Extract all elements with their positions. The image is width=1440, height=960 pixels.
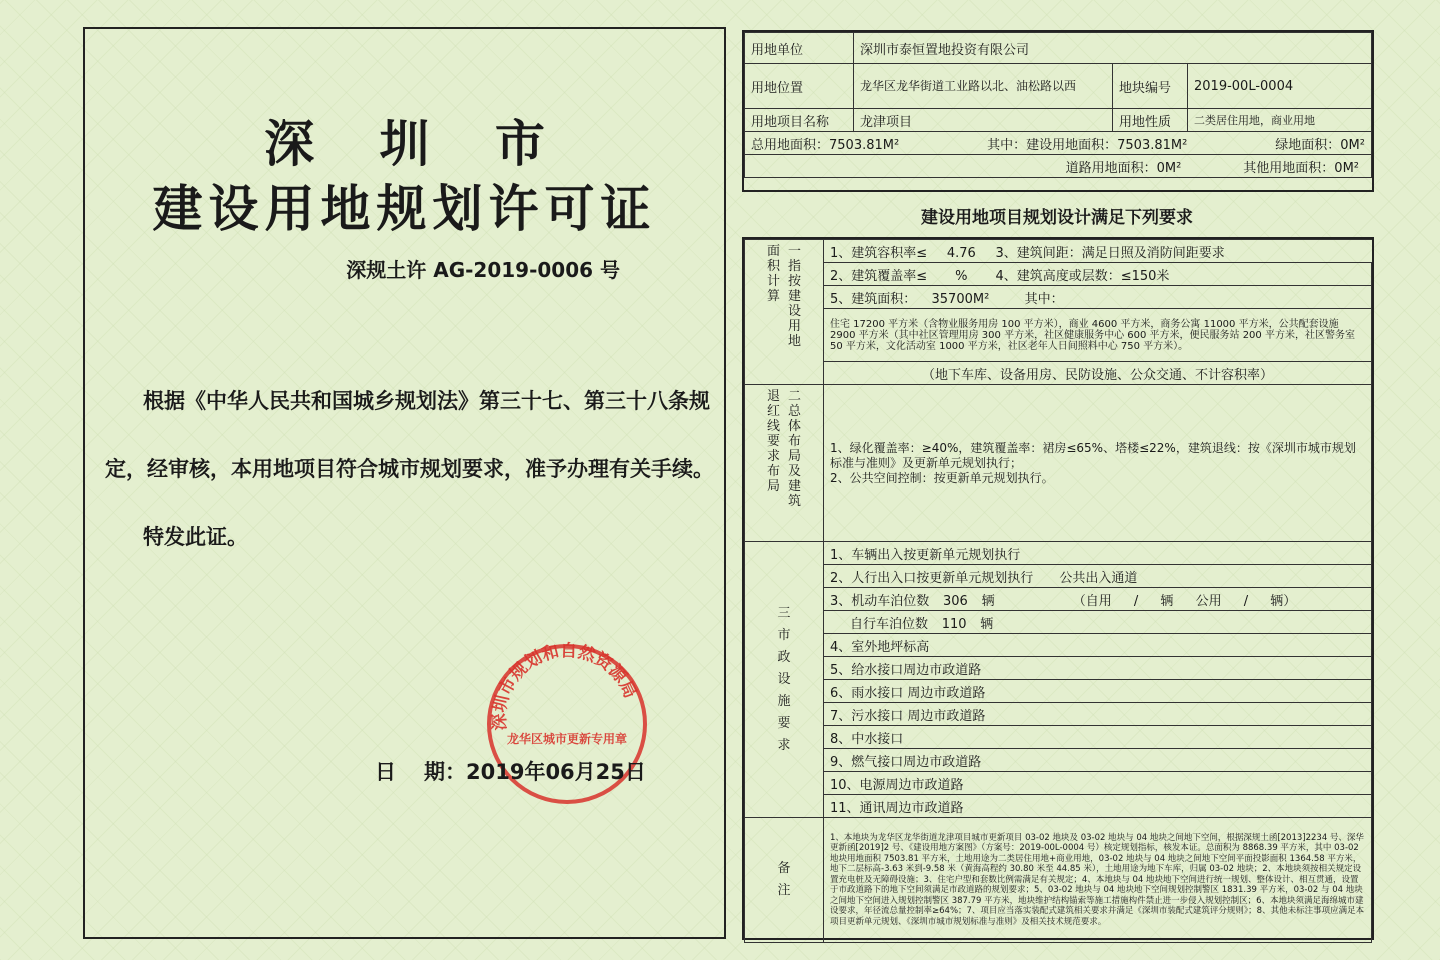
official-seal — [482, 639, 652, 813]
date-value: 2019年06月25日 — [466, 760, 646, 784]
exclusion-note: （地下车库、设备用房、民防设施、公众交通、不计容积率） — [824, 362, 1372, 385]
spacing-req: 3、建筑间距：满足日照及消防间距要求 — [995, 245, 1225, 261]
coverage-label: 2、建筑覆盖率≤ — [830, 268, 928, 284]
plot-value: 2019-00L-0004 — [1188, 64, 1372, 109]
unit-label: 用地单位 — [745, 33, 854, 64]
own-use-slash: / — [1133, 593, 1139, 609]
muni-row-3 — [824, 588, 1372, 611]
remarks-category — [745, 818, 824, 943]
requirements-title: 建设用地项目规划设计满足下列要求 — [921, 208, 1193, 228]
land-info-table — [742, 30, 1374, 192]
public-passage: 公共出入通道 — [1059, 570, 1138, 586]
layout-req-2: 2、公共空间控制：按更新单元规划执行。 — [830, 470, 1054, 485]
project-label: 用地项目名称 — [745, 109, 854, 132]
section1-cat-a: 面积计算 — [767, 244, 781, 304]
far-label: 1、建筑容积率≤ — [830, 245, 928, 261]
own-use-unit: 辆 — [1160, 593, 1174, 609]
project-value: 龙津项目 — [854, 109, 1113, 132]
body-line-3: 特发此证。 — [143, 525, 248, 549]
muni-row-2 — [824, 565, 1372, 588]
floor-area-breakdown-label: 其中： — [1024, 291, 1064, 307]
muni-row-5: 5、给水接口周边市政道路 — [824, 657, 1372, 680]
public-use-unit: 辆） — [1270, 593, 1297, 609]
requirements-table — [742, 237, 1374, 940]
section2-cat-b: 二 总体布局及建筑 — [788, 389, 802, 509]
other-area: 其他用地面积：0M² — [1243, 160, 1359, 176]
car-parking-unit: 辆 — [981, 593, 995, 609]
own-use-label: （自用 — [1072, 593, 1112, 609]
seal-sub-text: 龙华区城市更新专用章 — [506, 732, 628, 746]
section1-cat-b: 一 指按建设用地 — [788, 244, 802, 349]
layout-req-1: 1、绿化覆盖率：≥40%，建筑覆盖率：裙房≤65%、塔楼≤22%，建筑退线：按《深圳市城市规划标准与准则》及更新单元规划执行； — [830, 440, 1356, 470]
bike-parking-label: 自行车泊位数 — [850, 616, 929, 632]
public-use-slash: / — [1243, 593, 1249, 609]
location-label: 用地位置 — [745, 64, 854, 109]
seal-ring-text: 深圳市规划和自然资源局 — [489, 641, 641, 731]
muni-row-4: 4、室外地坪标高 — [824, 634, 1372, 657]
remarks-cat: 备注 — [777, 861, 791, 898]
body-paragraph — [105, 367, 715, 571]
height-req: 4、建筑高度或层数：≤150米 — [995, 268, 1170, 284]
public-use-label: 公用 — [1195, 593, 1222, 609]
section2-text — [824, 385, 1372, 542]
location-value: 龙华区龙华街道工业路以北、油松路以西 — [854, 64, 1113, 109]
plot-label: 地块编号 — [1113, 64, 1188, 109]
green-area: 绿地面积：0M² — [1275, 137, 1365, 153]
nature-label: 用地性质 — [1113, 109, 1188, 132]
title-permit: 建设用地规划许可证 — [152, 179, 657, 238]
muni-row-11: 11、通讯周边市政道路 — [824, 795, 1372, 818]
ped-entrance: 2、人行出入口按更新单元规划执行 — [830, 570, 1034, 586]
certificate-left-page — [83, 27, 726, 939]
section1-category — [745, 240, 824, 385]
coverage-value: % — [955, 268, 968, 284]
unit-value: 深圳市泰恒置地投资有限公司 — [854, 33, 1372, 64]
nature-value: 二类居住用地，商业用地 — [1188, 109, 1372, 132]
muni-row-10: 10、电源周边市政道路 — [824, 772, 1372, 795]
muni-row-1: 1、车辆出入按更新单元规划执行 — [824, 542, 1372, 565]
section3-category — [745, 542, 824, 818]
title-city: 深 圳 市 — [264, 114, 569, 173]
certificate-number: 深规土许 AG-2019-0006 号 — [346, 258, 620, 282]
date-label-a: 日 — [375, 760, 396, 784]
muni-row-7: 7、污水接口 周边市政道路 — [824, 703, 1372, 726]
far-value: 4.76 — [946, 245, 976, 261]
build-area: 其中：建设用地面积：7503.81M² — [987, 137, 1188, 153]
total-area: 总用地面积：7503.81M² — [751, 137, 900, 153]
section3-cat: 三 市政设施要求 — [777, 605, 791, 753]
body-line-2: 定，经审核，本用地项目符合城市规划要求，准予办理有关手续。 — [105, 457, 714, 481]
date-label-b: 期： — [424, 760, 466, 784]
section2-category — [745, 385, 824, 542]
body-line-1: 根据《中华人民共和国城乡规划法》第三十七、第三十八条规 — [143, 389, 710, 413]
car-parking-value: 306 — [943, 593, 968, 609]
muni-row-bike — [824, 611, 1372, 634]
bike-parking-value: 110 — [941, 616, 967, 632]
muni-row-8: 8、中水接口 — [824, 726, 1372, 749]
floor-area-label: 5、建筑面积： — [830, 291, 917, 307]
car-parking-label: 3、机动车泊位数 — [830, 593, 930, 609]
road-area: 道路用地面积：0M² — [1065, 160, 1182, 176]
floor-area-detail: 住宅 17200 平方米（含物业服务用房 100 平方米），商业 4600 平方米，商务公寓 11000 平方米，公共配套设施 2900 平方米（其中社区管理用房 300 平方米，社区健康服务中心 600 平方米，便民服务站 200 平方米，社区警务室 50 平方米，文化活动室 1000 平方米，社区老年人日间照料中心 750 平方米）。 — [824, 309, 1372, 362]
section2-cat-a: 退红线要求布局 — [767, 389, 781, 494]
remarks-text: 1、本地块为龙华区龙华街道龙津项目城市更新项目 03-02 地块及 03-02 地块与 04 地块之间地下空间，根据深规土函[2013]2234 号、深华更新函[2019]2 号、《建设用地方案图》（方案号：2019-00L-0004 号）核定规划指标，核发本证。总面积为 8868.39 平方米，其中 03-02 地块用地面积 7503.81 平方米，土地用途为二类居住用地+商业用地，03-02 地块与 04 地块之间地下空间平面投影面积 1364.58 平方米，地下二层标高-3.63 米到-9.58 米（黄海高程约 30.80 米至 44.85 米），土地用途为地下车库，归属 03-02 地块；2、本地块须按相关规定设置充电桩及无障碍设施；3、住宅户型和套数比例需满足有关规定；4、本地块与 04 地块地下空间进行统一规划、整体设计、相互贯通，设置于市政道路下的地下空间须满足市政道路的规划要求；5、03-02 地块与 04 地块地下空间规划控制警区 1831.39 平方米，03-02 与 04 地块之间地下空间进入规划控制警区 387.79 平方米，地块维护结构锚索等施工措施构件禁止进一步侵入规划控制区；6、本地块须满足海绵城市建设要求，年径流总量控制率≥64%；7、项目应当落实装配式建筑相关要求并满足《深圳市装配式建筑评分规则》；8、其他未标注事项应满足本项目更新单元规划、《深圳市城市规划标准与准则》及相关技术规范要求。 — [824, 818, 1372, 943]
svg-text:深圳市规划和自然资源局 — [489, 640, 640, 731]
issue-date — [375, 756, 646, 786]
muni-row-9: 9、燃气接口周边市政道路 — [824, 749, 1372, 772]
muni-row-6: 6、雨水接口 周边市政道路 — [824, 680, 1372, 703]
floor-area-value: 35700M² — [931, 291, 990, 307]
bike-parking-unit: 辆 — [980, 616, 994, 632]
